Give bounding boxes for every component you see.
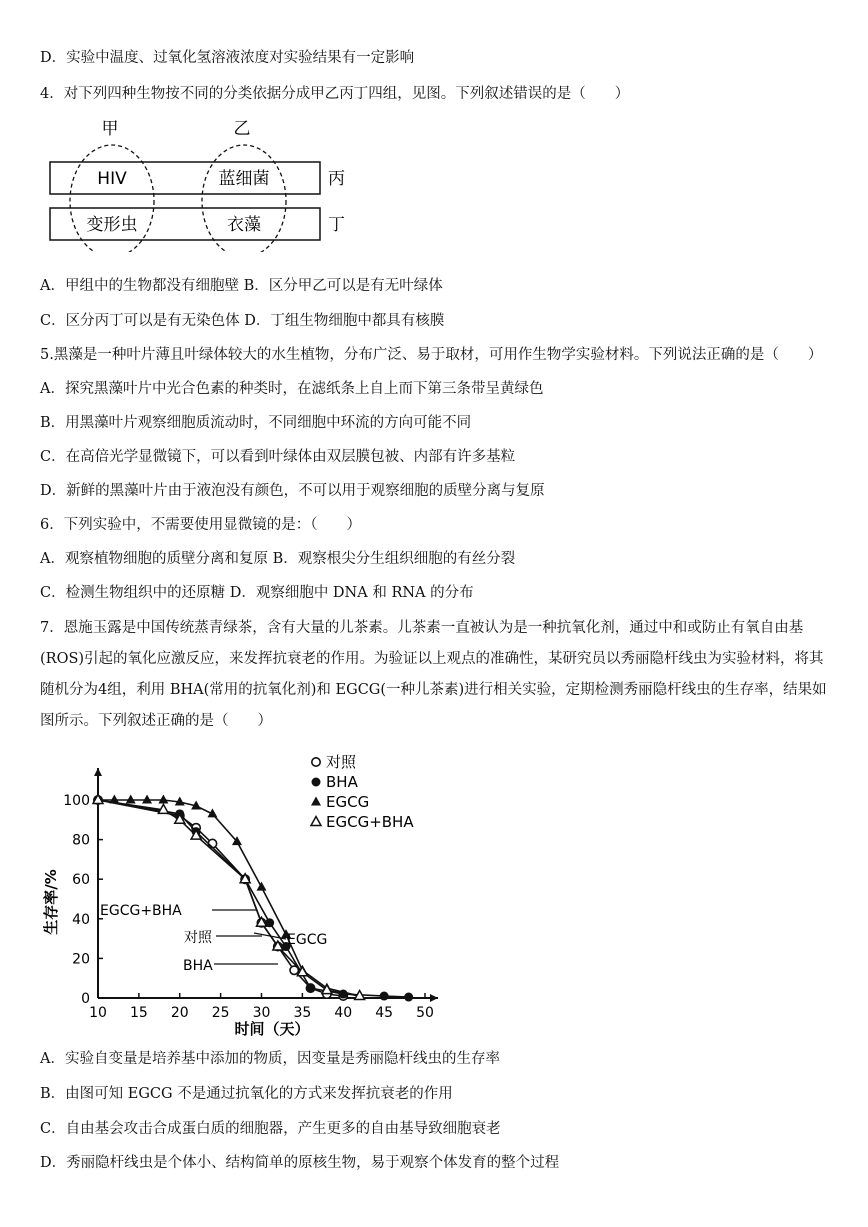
curve-label-egcg-bha: EGCG+BHA — [100, 903, 182, 919]
x-tick-label: 40 — [334, 1005, 353, 1021]
legend-label-2: EGCG — [326, 793, 370, 811]
q4-stem: 4．对下列四种生物按不同的分类依据分成甲乙丙丁四组，见图。下列叙述错误的是（ ） — [40, 86, 630, 102]
q6-stem: 6．下列实验中，不需要使用显微镜的是：（ ） — [40, 517, 361, 533]
legend-label-1: BHA — [326, 773, 358, 791]
label-ding: 丁 — [328, 215, 345, 235]
y-tick-label: 60 — [72, 872, 90, 889]
y-tick-label: 40 — [72, 911, 90, 928]
legend-marker-1 — [312, 778, 321, 787]
data-point-1 — [380, 992, 389, 1001]
legend-label-3: EGCG+BHA — [326, 813, 414, 831]
q6-option-ab: A．观察植物细胞的质壁分离和复原 B．观察根尖分生组织细胞的有丝分裂 — [40, 551, 516, 567]
x-tick-label: 50 — [416, 1005, 434, 1021]
data-point-2 — [158, 795, 168, 804]
x-tick-label: 10 — [89, 1005, 107, 1021]
q5-option-c: C．在高倍光学显微镜下，可以看到叶绿体由双层膜包被、内部有许多基粒 — [40, 449, 516, 465]
cell-bianxingchong: 变形虫 — [86, 215, 138, 235]
data-point-2 — [257, 882, 267, 891]
x-tick-label: 45 — [375, 1005, 394, 1021]
label-bing: 丙 — [328, 169, 345, 189]
curve-label-egcg: EGCG — [287, 932, 328, 948]
q4-option-ab: A．甲组中的生物都没有细胞壁 B．区分甲乙可以是有无叶绿体 — [40, 278, 443, 294]
row-bing-box — [50, 162, 320, 194]
q6-option-cd: C．检测生物组织中的还原糖 D．观察细胞中 DNA 和 RNA 的分布 — [40, 585, 474, 601]
prev-option-d: D．实验中温度、过氧化氢溶液浓度对实验结果有一定影响 — [40, 50, 415, 66]
label-yi: 乙 — [233, 119, 251, 139]
y-axis-title: 生存率/% — [42, 869, 60, 935]
legend-label-0: 对照 — [326, 753, 357, 771]
x-tick-label: 20 — [170, 1005, 189, 1021]
x-axis-arrow — [430, 994, 438, 1002]
label-jia: 甲 — [101, 119, 119, 139]
q7-stem: 7．恩施玉露是中国传统蒸青绿茶，含有大量的儿茶素。儿茶素一直被认为是一种抗氧化剂，通过中和或防止有氧自由基(ROS)引起的氧化应激反应，来发挥抗衰老的作用。为验证以上观点的准确性，某研究员以秀丽隐杆线虫为实验材料，将其随机分为4组，利用 BHA(常用的抗氧化剂)和 EGCG(一种儿茶素)进行相关实验，定期检测秀丽隐杆线虫的生存率，结果如图所示。下列叙述正确的是（ ） — [40, 620, 827, 729]
data-point-1 — [404, 993, 413, 1002]
legend-marker-0 — [312, 758, 320, 766]
survival-chart — [40, 752, 460, 1042]
curve-label-bha: BHA — [183, 958, 213, 974]
x-tick-label: 25 — [211, 1005, 230, 1021]
cell-yizao: 衣藻 — [227, 215, 261, 235]
series-line-2 — [98, 800, 360, 996]
y-tick-label: 100 — [63, 793, 90, 809]
data-point-2 — [142, 795, 152, 804]
cell-hiv: HIV — [97, 169, 127, 189]
q7-option-d: D．秀丽隐杆线虫是个体小、结构简单的原核生物，易于观察个体发育的整个过程 — [40, 1155, 560, 1171]
q5-option-a: A．探究黑藻叶片中光合色素的种类时，在滤纸条上自上而下第三条带呈黄绿色 — [40, 381, 544, 397]
data-point-1 — [306, 984, 315, 993]
y-tick-label: 0 — [81, 991, 90, 1007]
y-tick-label: 80 — [72, 832, 90, 849]
group-jia-ellipse — [70, 145, 154, 252]
legend-marker-2 — [311, 797, 321, 806]
q7-option-c: C．自由基会攻击合成蛋白质的细胞器，产生更多的自由基导致细胞衰老 — [40, 1121, 501, 1137]
y-tick-label: 20 — [72, 951, 90, 968]
q5-option-d: D．新鲜的黑藻叶片由于液泡没有颜色，不可以用于观察细胞的质壁分离与复原 — [40, 483, 545, 499]
q7-option-b: B．由图可知 EGCG 不是通过抗氧化的方式来发挥抗衰老的作用 — [40, 1086, 453, 1102]
classification-diagram — [40, 112, 370, 252]
q5-stem: 5.黑藻是一种叶片薄且叶绿体较大的水生植物，分布广泛、易于取材，可用作生物学实验材料。下列说法正确的是（ ） — [40, 347, 823, 363]
series-line-3 — [98, 800, 360, 996]
y-axis-arrow — [94, 768, 102, 776]
group-yi-ellipse — [202, 145, 286, 252]
data-point-2 — [126, 795, 136, 804]
x-tick-label: 35 — [293, 1005, 312, 1021]
cell-lanxijun: 蓝细菌 — [218, 169, 270, 189]
x-axis-title: 时间（天） — [234, 1020, 310, 1038]
curve-label-control: 对照 — [184, 930, 212, 946]
series-line-0 — [98, 800, 343, 996]
legend-marker-3 — [311, 817, 321, 826]
q4-option-cd: C．区分丙丁可以是有无染色体 D．丁组生物细胞中都具有核膜 — [40, 313, 445, 329]
x-tick-label: 30 — [252, 1005, 271, 1021]
x-tick-label: 15 — [129, 1005, 148, 1021]
q7-option-a: A．实验自变量是培养基中添加的物质，因变量是秀丽隐杆线虫的生存率 — [40, 1051, 500, 1067]
q5-option-b: B．用黑藻叶片观察细胞质流动时，不同细胞中环流的方向可能不同 — [40, 415, 472, 431]
